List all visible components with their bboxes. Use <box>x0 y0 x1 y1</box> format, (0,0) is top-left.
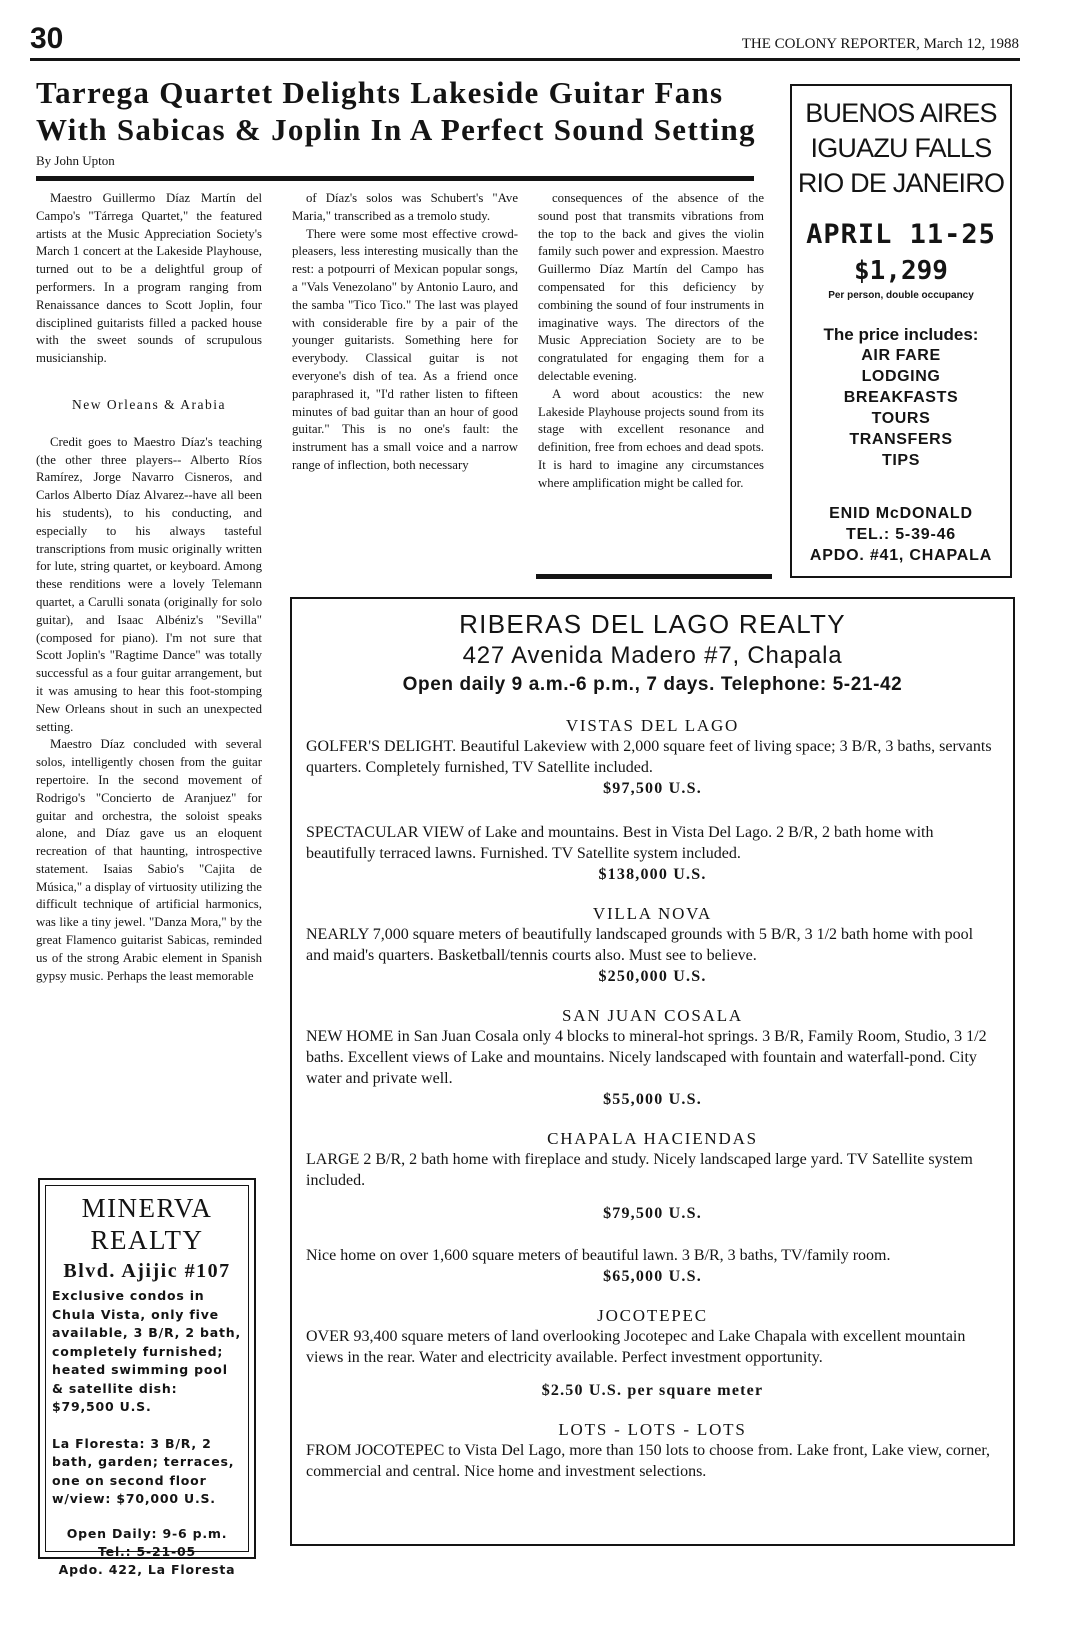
travel-include-item: TOURS <box>871 410 931 427</box>
listing-description: NEARLY 7,000 square meters of beautifully landscaped grounds with 5 B/R, 3 1/2 bath home with pool and maid's quarters. Basketball/tennis courts also. Must see to believe. <box>306 926 974 964</box>
riberas-title: RIBERAS DEL LAGO REALTY <box>459 609 846 639</box>
travel-dates: APRIL 11-25 <box>806 219 996 250</box>
article-paragraph: There were some most effective crowd-pleasers, less interesting musically than the rest: a potpourri of Mexican popular songs, a "Vals Venezolano" by Antonio Lauro, and the samba "Tico Tico." The last was played with considerable fire by a pair of the younger guitarists. Something here for everybody. Classical guitar is not everyone's dish of tea. As a friend once paraphrased it, "I'd rather listen to fifteen minutes of bad guitar than an hour of good guitar." This is no one's fault: the instrument has a small voice and a narrow range of inflection, both necessary <box>292 226 518 472</box>
listing-description: SPECTACULAR VIEW of Lake and mountains. Best in Vista Del Lago. 2 B/R, 2 bath home with beautifully terraced lawns. Furnished. TV Satellite system included. <box>306 824 934 862</box>
minerva-description: La Floresta: 3 B/R, 2 bath, garden; terraces, one on second floor w/view: $70,000 U.S. <box>52 1435 235 1506</box>
listing-price: $2.50 U.S. per square meter <box>541 1382 764 1399</box>
listing-heading: VISTAS DEL LAGO <box>565 716 740 735</box>
travel-price: $1,299 <box>854 256 948 286</box>
article-column-3 <box>538 190 764 493</box>
article-headline: Tarrega Quartet Delights Lakeside Guitar Fans With Sabicas & Joplin In A Perfect Sound Setting <box>36 75 756 147</box>
minerva-name: MINERVA <box>81 1193 213 1223</box>
travel-contact-address: APDO. #41, CHAPALA <box>809 547 993 564</box>
minerva-address: Blvd. Ajijic #107 <box>63 1260 231 1282</box>
listing-price: $55,000 U.S. <box>603 1091 702 1108</box>
listing-price: $250,000 U.S. <box>598 968 707 985</box>
listing-heading: LOTS - LOTS - LOTS <box>558 1420 747 1439</box>
listing <box>292 904 1013 986</box>
minerva-description: Exclusive condos in Chula Vista, only five available, 3 B/R, 2 bath, completely furnished; heated swimming pool & satellite dish: $79,500 U.S. <box>52 1288 241 1414</box>
masthead: THE COLONY REPORTER, March 12, 1988 <box>741 36 1019 52</box>
header-rule <box>30 58 1020 61</box>
page-number: 30 <box>30 22 64 55</box>
travel-include-item: TIPS <box>882 452 920 469</box>
article-paragraph: consequences of the absence of the sound post that transmits vibrations from the top to the back and gives the violin family such power and expression. Maestro Guillermo Díaz Martín del Campo has compensated for this deficiency by combining the sound of four instruments in imaginative ways. The directors of the Music Appreciation Society are to be congratulated for engaging them for a delectable evening. <box>538 191 764 383</box>
listing <box>292 716 1013 798</box>
travel-include-item: AIR FARE <box>861 347 941 364</box>
column-end-rule <box>536 574 772 579</box>
minerva-name: REALTY <box>90 1225 204 1255</box>
listing-heading: CHAPALA HACIENDAS <box>547 1129 758 1148</box>
listing <box>292 1245 1013 1286</box>
listing-price: $97,500 U.S. <box>603 780 702 797</box>
travel-contact-tel: TEL.: 5-39-46 <box>846 526 956 543</box>
listing <box>292 822 1013 884</box>
minerva-hours: Open Daily: 9-6 p.m. <box>66 1525 228 1541</box>
article-column-2 <box>292 190 518 475</box>
listing-description: OVER 93,400 square meters of land overlooking Jocotepec and Lake Chapala with excellent mountain views in the rear. Water and electricity available. Perfect investment opportunity. <box>306 1328 966 1366</box>
minerva-tel: Tel.: 5-21-05 <box>98 1543 196 1559</box>
article-byline: By John Upton <box>36 153 115 168</box>
riberas-address: 427 Avenida Madero #7, Chapala <box>462 642 843 669</box>
article-paragraph: Credit goes to Maestro Díaz's teaching (the other three players-- Alberto Ríos Ramírez, Jorge Navarro Cisneros, and Carlos Alberto Díaz Alvarez--have all been his students), to his conducting, and especially to his always tasteful transcriptions from music originally written for lute, string quartet, or keyboard. Among these renditions were a lovely Telemann quartet, a Carulli sonata (originally for solo guitar), and Isaac Albéniz's "Sevilla" (composed for piano). I'm not sure that Scott Joplin's "Ragtime Dance" was totally successful as a four guitar arrangement, but it was amusing to hear this foot-stomping New Orleans shout in such an unexpected setting. <box>36 434 262 734</box>
article-paragraph: A word about acoustics: the new Lakeside Playhouse projects sound from its stage with excellent resonance and definition, free from echoes and dead spots. It is hard to imagine any circumstances where amplification might be called for. <box>538 386 764 490</box>
travel-ad <box>790 84 1012 578</box>
article-paragraph: Maestro Guillermo Díaz Martín del Campo's "Tárrega Quartet," the featured artists at the Music Appreciation Society's March 1 concert at the Lakeside Playhouse, turned out to be a delightful group of performers. In a program ranging from Renaissance dances to Scott Joplin, four disciplined guitarists filled a packed house with the sweet sounds of scrupulous musicianship. <box>36 191 262 366</box>
article-subhead: New Orleans & Arabia <box>71 396 227 412</box>
listing-price: $138,000 U.S. <box>598 866 707 883</box>
minerva-realty-ad <box>38 1178 256 1577</box>
listing <box>292 1006 1013 1109</box>
minerva-inner-border <box>45 1185 249 1577</box>
travel-include-item: BREAKFASTS <box>843 389 959 406</box>
article-paragraph: Maestro Díaz concluded with several solos, intelligently chosen from the guitar repertoire. In the second movement of Rodrigo's "Concierto de Aranjuez" for guitar and orchestra, the soloist speaks alone, and Díaz gave us an eloquent recreation of that haunting, introspective statement. Isaias Sabio's "Cajita de Música," a display of virtuosity utilizing the difficult technique of artificial harmonics, was like a tiny jewel. "Danza Mora," by the great Flamenco guitarist Sabicas, reminded us of the strong Arabic element in Spanish gypsy music. Perhaps the least memorable <box>36 737 262 983</box>
listing-description: Nice home on over 1,600 square meters of beautiful lawn. 3 B/R, 3 baths, TV/family room. <box>306 1247 891 1264</box>
travel-destination: BUENOS AIRES <box>805 98 997 128</box>
travel-includes-title: The price includes: <box>823 325 979 344</box>
minerva-apdo: Apdo. 422, La Floresta <box>58 1561 236 1577</box>
travel-destination: IGUAZU FALLS <box>810 133 992 163</box>
listing-description: FROM JOCOTEPEC to Vista Del Lago, more than 150 lots to choose from. Lake front, Lake view, corner, commercial and central. Nice home and investment selections. <box>306 1442 991 1480</box>
travel-include-item: TRANSFERS <box>849 431 953 448</box>
listing-description: GOLFER'S DELIGHT. Beautiful Lakeview with 2,000 square feet of living space; 3 B/R, 3 baths, servants quarters. Completely furnished, TV Satellite included. <box>306 738 992 776</box>
listing-description: NEW HOME in San Juan Cosala only 4 blocks to mineral-hot springs. 3 B/R, Family Room, Studio, 3 1/2 baths. Excellent views of Lake and mountains. Nicely landscaped with fountain and waterfall-pond. City water and private well. <box>306 1028 987 1087</box>
travel-include-item: LODGING <box>861 368 941 385</box>
travel-destination: RIO DE JANEIRO <box>797 168 1005 198</box>
listing-price: $79,500 U.S. <box>603 1205 702 1222</box>
listing-heading: SAN JUAN COSALA <box>562 1006 743 1025</box>
travel-contact-name: ENID McDONALD <box>829 505 973 522</box>
riberas-realty-ad <box>290 597 1015 1546</box>
listing-heading: VILLA NOVA <box>592 904 713 923</box>
listing <box>292 1129 1013 1223</box>
listing <box>292 1306 1013 1400</box>
riberas-hours: Open daily 9 a.m.-6 p.m., 7 days. Telephone: 5-21-42 <box>402 674 903 695</box>
listing-heading: JOCOTEPEC <box>597 1306 708 1325</box>
article-column-1 <box>36 190 262 985</box>
listing-description: LARGE 2 B/R, 2 bath home with fireplace and study. Nicely landscaped large yard. TV Satellite system included. <box>306 1151 973 1189</box>
listing <box>292 1420 1013 1482</box>
headline-rule <box>36 176 754 181</box>
travel-occupancy: Per person, double occupancy <box>828 290 974 301</box>
listing-price: $65,000 U.S. <box>603 1268 702 1285</box>
article-paragraph: of Díaz's solos was Schubert's "Ave Maria," transcribed as a tremolo study. <box>292 191 518 223</box>
